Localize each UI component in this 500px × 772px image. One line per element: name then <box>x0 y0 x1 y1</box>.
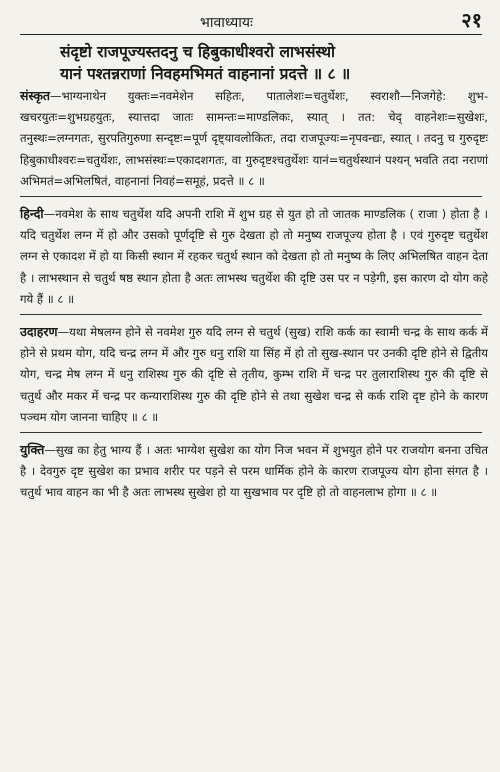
page-number: २१ <box>461 8 482 32</box>
hindi-commentary <box>20 203 488 310</box>
example-label: उदाहरण <box>20 324 58 340</box>
verse-line-2: यानं पश्तन्नराणां निवहमभिमतं वाहनानां प्रदत्ते ॥ ८ ॥ <box>60 65 351 83</box>
sanskrit-text: —भाग्यनाथेन युक्तः=नवमेशेन सहितः, पातालेशः=चतुर्थेशः, स्वराशौ—निजगेहे: शुभ-खचरयुतः=शुभग्रहयुतः, स्यात्तदा जातः सामन्तः=माण्डलिकः, स्यात् । तत: चेद् वाहनेशः=सुखेशः, तनुस्थः=लग्नगतः, सुरपतिगुरुणा सन्दृष्टः=पूर्ण दृष्ट्यावलोकितः, तदा राजपूज्यः=नृपवन्द्यः, स्यात् । तदनु च गुरुदृष्टः हिबुकाधीश्वरः=चतुर्थेशः, लाभसंस्थः=एकादशगतः, वा गुरुदृष्टश्चतुर्थेशः यानं=चतुर्थस्थानं पश्यन् भवति तदा नराणां अभिमतं=अभिलषितं, वाहनानां निवहं=समूहं, प्रदत्ते ॥ ८ ॥ <box>20 89 488 188</box>
example-section <box>20 321 488 428</box>
sanskrit-commentary <box>20 85 488 192</box>
verse-line-1: संदृष्टो राजपूज्यस्तदनु च हिबुकाधीश्वरो लाभसंस्थो <box>60 43 336 61</box>
divider <box>20 196 482 197</box>
example-text: —यथा मेषलग्न होने से नवमेश गुरु यदि लग्न से चतुर्थ (सुख) राशि कर्क का स्वामी चन्द्र के साथ कर्क में होने से प्रथम योग, यदि चन्द्र लग्न में और गुरु धनु राशि या सिंह में हो तो सुख-स्थान पर उनकी दृष्टि होने से द्वितीय योग, चन्द्र मेष लग्न में धनु राशिस्थ गुरु की दृष्टि से तृतीय, कुम्भ राशि में चन्द्र पर तुलाराशिस्थ गुरु की दृष्टि से चतुर्थ और मकर में चन्द्र पर कन्याराशिस्थ गुरु की दृष्टि होने से तथा सुखेश चन्द्र से कर्क राशि दृष्ट होने के कारण पञ्चम योग जानना चाहिए ॥ ८ ॥ <box>20 325 488 424</box>
divider <box>20 432 482 433</box>
page-header <box>20 6 482 35</box>
divider <box>20 314 482 315</box>
reasoning-label: युक्ति <box>20 442 45 458</box>
sanskrit-label: संस्कृत <box>20 88 51 103</box>
hindi-text: —नवमेश के साथ चतुर्थेश यदि अपनी राशि में शुभ ग्रह से युत हो तो जातक माण्डलिक ( राजा ) होता है । यदि चतुर्थेश लग्न में हो और उसको पूर्णदृष्टि से गुरु देखता हो तो मनुष्य राजपूज्य होता है । एवं गुरुदृष्ट चतुर्थेश लग्न से एकादश में हो या किसी स्थान में रहकर चतुर्थ स्थान को देखता हो तो मनुष्य के लिए अभिलषित वाहन देता है । लाभस्थान से चतुर्थ षष्ठ स्थान होता है अतः लाभस्थ चतुर्थेश की दृष्टि उस पर न पड़ेगी, इस कारण दो योग कहे गये हैं ॥ ८ ॥ <box>20 207 488 306</box>
sanskrit-verse <box>20 41 488 85</box>
reasoning-text: —सुख का हेतु भाग्य हैं । अतः भाग्येश सुखेश का योग निज भवन में शुभयुत होने पर राजयोग बनना उचित है । देवगुरु दृष्ट सुखेश का प्रभाव शरीर पर पड़ने से परम धार्मिक होने के कारण राजपूज्य योग होना संगत है । चतुर्थ भाव वाहन का भी है अतः लाभस्थ सुखेश हो या सुखभाव पर दृष्टि हो तो वाहनलाभ होगा ॥ ८ ॥ <box>20 443 488 500</box>
hindi-label: हिन्दी <box>20 206 44 222</box>
reasoning-section <box>20 439 488 504</box>
chapter-title: भावाध्यायः <box>200 15 253 31</box>
